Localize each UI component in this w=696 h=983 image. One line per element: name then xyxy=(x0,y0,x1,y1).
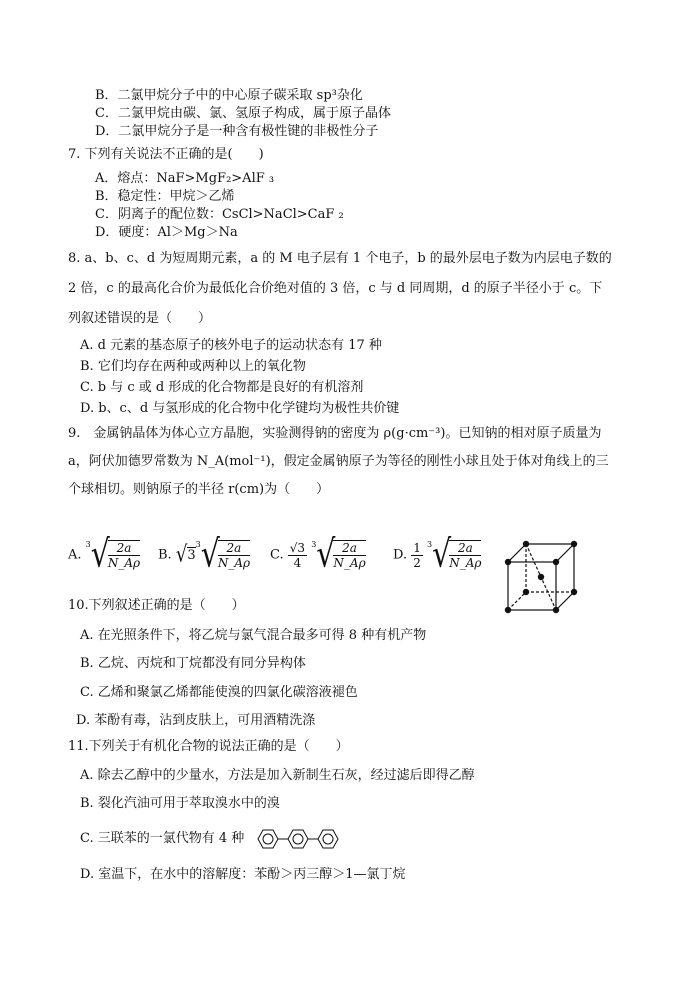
radicand-num: 2a xyxy=(108,541,140,556)
q10-option-a: A. 在光照条件下，将乙烷与氯气混合最多可得 8 种有机产物 xyxy=(80,628,427,643)
q8-option-a: A. d 元素的基态原子的核外电子的运动状态有 17 种 xyxy=(80,338,382,353)
q11-option-b: B. 裂化汽油可用于萃取溴水中的溴 xyxy=(80,796,280,811)
q11-stem: 11.下列关于有机化合物的说法正确的是（ ） xyxy=(68,739,349,754)
q7-option-c: C．阴离子的配位数：CsCl>NaCl>CaF ₂ xyxy=(95,207,344,222)
q7-option-b: B．稳定性：甲烷＞乙烯 xyxy=(95,189,235,204)
q9-option-d-formula: $^3$√ $\frac{2a}{N\_A\rho}$ xyxy=(427,532,482,577)
q10-option-b: B. 乙烷、丙烷和丁烷都没有同分异构体 xyxy=(80,656,306,671)
q9-option-b-label: B. xyxy=(158,547,172,563)
q8-option-b: B. 它们均存在两种或两种以上的氧化物 xyxy=(80,359,306,374)
q10-option-d: D. 苯酚有毒，沾到皮肤上，可用酒精洗涤 xyxy=(76,713,316,728)
q9-stem-line1: 9. 金属钠晶体为体心立方晶胞，实验测得钠的密度为 ρ(g·cm⁻³)。已知钠的相对原子质量为 xyxy=(68,426,602,441)
q6-option-b: B．二氯甲烷分子中的中心原子碳采取 sp³杂化 xyxy=(95,88,363,103)
q9-option-d-label: D. xyxy=(393,547,408,563)
q11-option-a: A. 除去乙醇中的少量水，方法是加入新制生石灰，经过滤后即得乙醇 xyxy=(80,768,475,783)
q9-option-b-formula: $√3^3√$ $\frac{2a}{N\_A\rho}$ xyxy=(175,532,251,577)
q9-stem-line2: a，阿伏加德罗常数为 N_A(mol⁻¹)，假定金属钠原子为等径的刚性小球且处于体对角线上的三 xyxy=(68,454,609,469)
q9-option-a xyxy=(68,532,141,577)
q9-option-a-formula: $^3$√ $\frac{2a}{N\_A\rho}$ xyxy=(85,532,141,577)
q7-option-d: D．硬度：Al＞Mg＞Na xyxy=(95,225,238,240)
q11-option-c: C. 三联苯的一氯代物有 4 种 xyxy=(80,831,245,846)
q9-option-b xyxy=(158,532,251,577)
q9-option-c-label: C. xyxy=(270,547,284,563)
q8-stem-line3: 列叙述错误的是（ ） xyxy=(68,311,212,326)
q6-option-d: D．二氯甲烷分子是一种含有极性键的非极性分子 xyxy=(95,124,379,139)
bcc-unit-cell-diagram xyxy=(498,538,584,624)
q9-option-a-label: A. xyxy=(68,547,82,563)
q9-option-c xyxy=(270,532,366,577)
q10-stem: 10.下列叙述正确的是（ ） xyxy=(68,598,245,613)
q8-option-c: C. b 与 c 或 d 形成的化合物都是良好的有机溶剂 xyxy=(80,380,364,395)
q9-option-c-coef: $\frac{√3}{4}$ xyxy=(289,540,306,570)
q8-stem-line2: 2 倍，c 的最高化合价为最低化合价绝对值的 3 倍，c 与 d 同周期，d 的原子半径小于 c。下 xyxy=(68,281,603,296)
q7-option-a: A．熔点：NaF>MgF₂>AlF ₃ xyxy=(95,171,275,186)
q11-option-d: D. 室温下，在水中的溶解度：苯酚＞丙三醇＞1—氯丁烷 xyxy=(80,867,406,882)
q9-option-d-coef: $\frac{1}{2}$ xyxy=(413,540,421,570)
terphenyl-structure-icon xyxy=(253,826,349,852)
q6-option-c: C．二氯甲烷由碳、氯、氢原子构成，属于原子晶体 xyxy=(95,106,391,121)
root-index: 3 xyxy=(85,540,91,549)
q9-option-d xyxy=(393,532,482,577)
q7-stem: 7. 下列有关说法不正确的是( ) xyxy=(68,147,264,162)
q8-option-d: D. b、c、d 与氢形成的化合物中化学键均为极性共价键 xyxy=(80,401,400,416)
radicand-den: N_Aρ xyxy=(107,556,141,570)
q10-option-c: C. 乙烯和聚氯乙烯都能使溴的四氯化碳溶液褪色 xyxy=(80,685,358,700)
q9-option-c-formula: $^3$√ $\frac{2a}{N\_A\rho}$ xyxy=(311,532,366,577)
q9-stem-line3: 个球相切。则钠原子的半径 r(cm)为（ ） xyxy=(68,482,330,497)
q8-stem-line1: 8. a、b、c、d 为短周期元素，a 的 M 电子层有 1 个电子，b 的最外层电子数为内层电子数的 xyxy=(68,251,612,266)
